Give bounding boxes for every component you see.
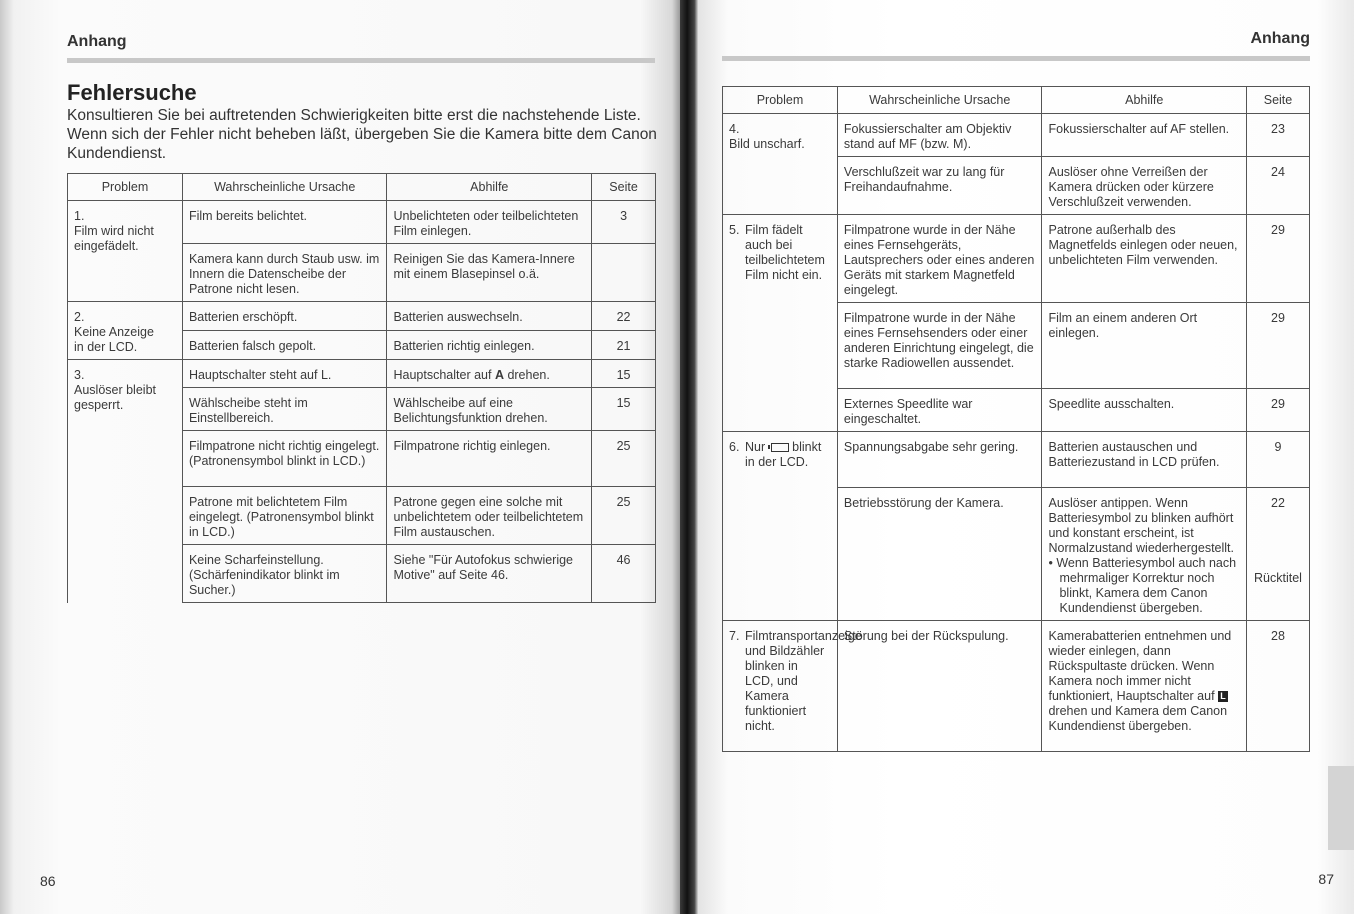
remedy-cell: Siehe "Für Autofokus schwierige Motive" auf Seite 46. [387, 545, 592, 603]
cause-cell: Batterien falsch gepolt. [182, 331, 387, 360]
table-row [723, 215, 1310, 303]
cause-cell: Fokussierschalter am Objektiv stand auf MF (bzw. M). [837, 114, 1042, 157]
remedy-cell: Speedlite ausschalten. [1042, 389, 1247, 432]
cause-cell: Film bereits belichtet. [182, 201, 387, 244]
battery-icon [771, 443, 789, 452]
header-cause: Wahrscheinliche Ursache [837, 87, 1042, 114]
remedy-cell: Auslöser ohne Verreißen der Kamera drücken oder kürzere Verschlußzeit verwenden. [1042, 157, 1247, 215]
page-cell: 25 [592, 487, 656, 545]
remedy-cell: Wählscheibe auf eine Belichtungsfunktion drehen. [387, 388, 592, 431]
problem-cell: 5. Film fädelt auch bei teilbelichtetem Film nicht ein. [723, 215, 838, 432]
troubleshooting-table-left [67, 173, 656, 603]
page-cell: 29 [1246, 303, 1309, 389]
header-remedy: Abhilfe [1042, 87, 1247, 114]
cause-cell: Keine Scharfeinstellung. (Schärfenindikator blinkt im Sucher.) [182, 545, 387, 603]
table-row [68, 201, 656, 244]
page-cell: 3 [592, 201, 656, 244]
table-row [723, 432, 1310, 488]
remedy-cell: Batterien austauschen und Batteriezustand in LCD prüfen. [1042, 432, 1247, 488]
page-cell: 23 [1246, 114, 1309, 157]
page-cell: 9 [1246, 432, 1309, 488]
remedy-cell: Hauptschalter auf A drehen. [387, 360, 592, 388]
cause-cell: Verschlußzeit war zu lang für Freihandaufnahme. [837, 157, 1042, 215]
problem-cell: 2.Keine Anzeige in der LCD. [68, 302, 183, 360]
page-title: Fehlersuche [67, 80, 197, 105]
cause-cell: Spannungsabgabe sehr gering. [837, 432, 1042, 488]
remedy-cell: Patrone gegen eine solche mit unbelichtetem oder teilbelichtetem Film austauschen. [387, 487, 592, 545]
header-problem: Problem [68, 174, 183, 201]
page-cell: 24 [1246, 157, 1309, 215]
cause-cell: Externes Speedlite war eingeschaltet. [837, 389, 1042, 432]
cause-cell: Batterien erschöpft. [182, 302, 387, 331]
header-cause: Wahrscheinliche Ursache [182, 174, 387, 201]
cause-cell: Störung bei der Rückspulung. [837, 621, 1042, 752]
table-row [723, 621, 1310, 752]
table-row [723, 114, 1310, 157]
thumb-tab [1328, 766, 1354, 850]
problem-cell: 1.Film wird nicht eingefädelt. [68, 201, 183, 302]
remedy-cell: Unbelichteten oder teilbelichteten Film einlegen. [387, 201, 592, 244]
header-page: Seite [1246, 87, 1309, 114]
cause-cell: Wählscheibe steht im Einstellbereich. [182, 388, 387, 431]
header-problem: Problem [723, 87, 838, 114]
troubleshooting-table-right [722, 86, 1310, 752]
page-cell: 15 [592, 388, 656, 431]
remedy-cell: Film an einem anderen Ort einlegen. [1042, 303, 1247, 389]
remedy-cell: Batterien auswechseln. [387, 302, 592, 331]
cause-cell: Filmpatrone wurde in der Nähe eines Fernsehsenders oder einer anderen Einrichtung eingelegt, die starke Radiowellen aussendet. [837, 303, 1042, 389]
page-cell: 28 [1246, 621, 1309, 752]
problem-cell: 4.Bild unscharf. [723, 114, 838, 215]
cause-cell: Filmpatrone wurde in der Nähe eines Fernsehgeräts, Lautsprechers oder eines anderen Geräts mit starkem Magnetfeld eingelegt. [837, 215, 1042, 303]
cause-cell: Hauptschalter steht auf L. [182, 360, 387, 388]
page-cell: 22 [592, 302, 656, 331]
cause-cell: Patrone mit belichtetem Film eingelegt. (Patronensymbol blinkt in LCD.) [182, 487, 387, 545]
page-cell: 25 [592, 431, 656, 487]
page-cell: 29 [1246, 389, 1309, 432]
cause-cell: Betriebsstörung der Kamera. [837, 488, 1042, 621]
section-head-right: Anhang [1250, 30, 1310, 47]
page-cell: 15 [592, 360, 656, 388]
page-number-left: 86 [40, 873, 56, 889]
lock-l-icon: L [1218, 691, 1228, 702]
page-cell [592, 244, 656, 302]
remedy-cell: Fokussierschalter auf AF stellen. [1042, 114, 1247, 157]
remedy-cell: Batterien richtig einlegen. [387, 331, 592, 360]
header-rule-left [67, 58, 655, 63]
page-cell: 46 [592, 545, 656, 603]
header-rule-right [722, 56, 1310, 61]
problem-cell: 3.Auslöser bleibt gesperrt. [68, 360, 183, 603]
remedy-cell: Reinigen Sie das Kamera-Innere mit einem Blasepinsel o.ä. [387, 244, 592, 302]
page-cell: 22 Rücktitel [1246, 488, 1309, 621]
table-row [68, 360, 656, 388]
book-gutter [680, 0, 698, 914]
remedy-cell: Filmpatrone richtig einlegen. [387, 431, 592, 487]
page-number-right: 87 [1318, 871, 1334, 887]
cause-cell: Filmpatrone nicht richtig eingelegt. (Patronensymbol blinkt in LCD.) [182, 431, 387, 487]
problem-cell: 7. Filmtransportanzeige und Bildzähler blinken in LCD, und Kamera funktioniert nicht. [723, 621, 838, 752]
problem-cell: 6. Nur blinkt in der LCD. [723, 432, 838, 621]
page-cell: 29 [1246, 215, 1309, 303]
page-cell: 21 [592, 331, 656, 360]
remedy-cell: Kamerabatterien entnehmen und wieder einlegen, dann Rückspultaste drücken. Wenn Kamera noch immer nicht funktioniert, Hauptschalter auf L drehen und Kamera dem Canon Kundendienst übergeben. [1042, 621, 1247, 752]
remedy-cell: Patrone außerhalb des Magnetfelds einlegen oder neuen, unbelichteten Film verwenden. [1042, 215, 1247, 303]
remedy-cell: Auslöser antippen. Wenn Batteriesymbol zu blinken aufhört und konstant erscheint, ist Normalzustand wiederhergestellt. • Wenn Batteriesymbol auch nach mehrmaliger Korrektur noch blinkt, Kamera dem Canon Kundendienst übergeben. [1042, 488, 1247, 621]
table-row [68, 302, 656, 331]
header-page: Seite [592, 174, 656, 201]
header-remedy: Abhilfe [387, 174, 592, 201]
cause-cell: Kamera kann durch Staub usw. im Innern die Datenscheibe der Patrone nicht lesen. [182, 244, 387, 302]
intro-text: Konsultieren Sie bei auftretenden Schwierigkeiten bitte erst die nachstehende Liste. Wenn sich der Fehler nicht beheben läßt, übergeben Sie die Kamera bitte dem Canon Kundendienst. [67, 107, 657, 162]
section-head-left: Anhang [67, 33, 127, 50]
